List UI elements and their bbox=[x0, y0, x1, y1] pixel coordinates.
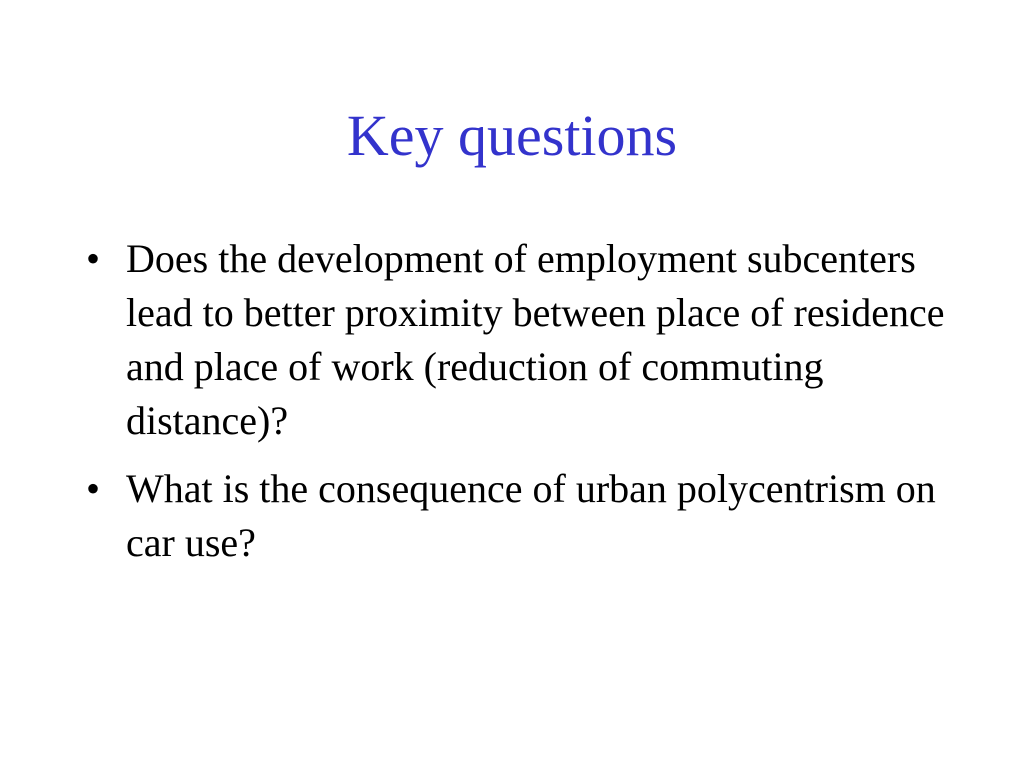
bullet-item bbox=[86, 232, 946, 448]
bullet-text: Does the development of employment subcenters lead to better proximity between place of residence and place of work (reduction of commuting distance)? bbox=[126, 236, 945, 443]
slide-title: Key questions bbox=[346, 103, 678, 168]
bullet-item bbox=[86, 462, 946, 570]
bullet-list bbox=[86, 232, 946, 584]
bullet-mark: • bbox=[86, 236, 101, 281]
bullet-text: What is the consequence of urban polycentrism on car use? bbox=[126, 466, 936, 565]
bullet-mark: • bbox=[86, 466, 101, 511]
